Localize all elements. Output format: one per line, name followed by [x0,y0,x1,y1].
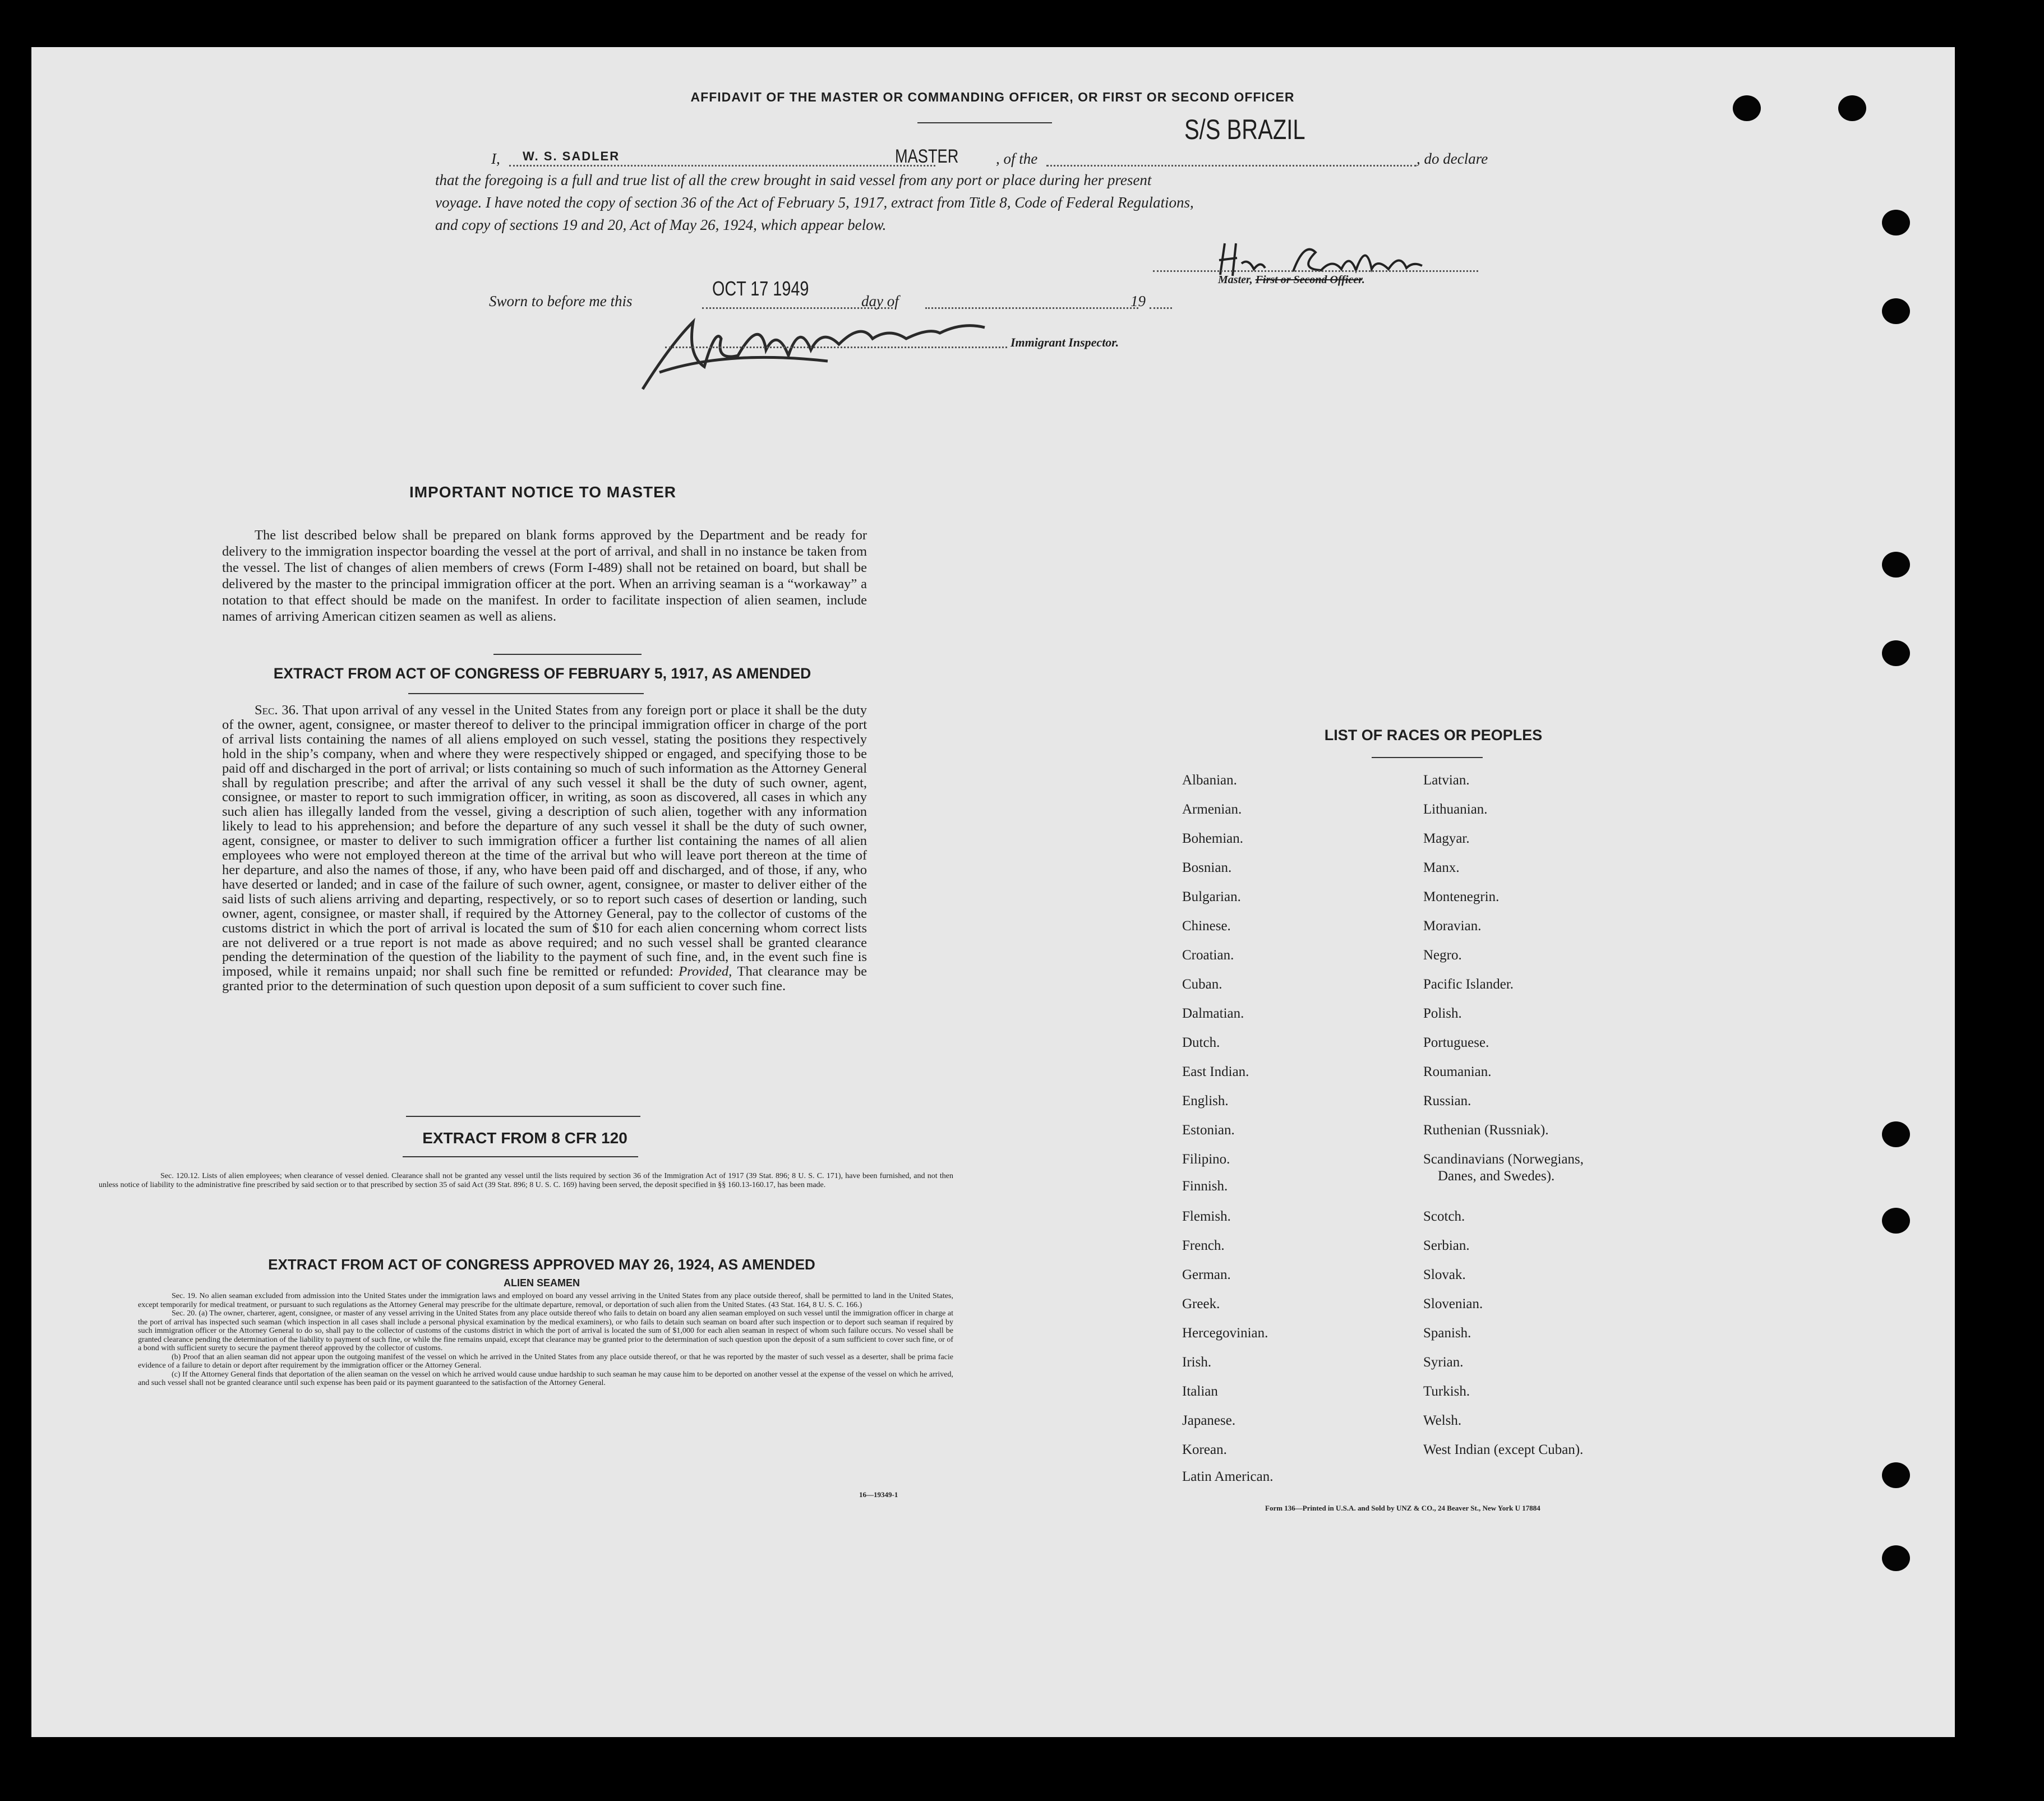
race-item: Korean. [1182,1442,1227,1457]
declaration-line-2: that the foregoing is a full and true list of all the crew brought in said vessel from any port or place during her present [435,172,1152,188]
sworn-year-line [1150,307,1172,309]
race-item: Dutch. [1182,1035,1220,1050]
master-caption-struck: First or Second Officer [1255,274,1362,286]
sec-36-text-a: That upon arrival of any vessel in the United States from any foreign port or place it shall be the duty of the owner, agent, consignee, or master thereof to deliver to the principal immigration officer in charge of the port of arrival lists containing the names of all aliens employed on such vessel, stating the positions they respectively hold in the ship’s company, when and where they were respectively shipped or engaged, and specifying those to be paid off and discharged in the port of arrival; or lists containing so much of such information as the Attorney General shall by regulation prescribe; and after the arrival of any such vessel it shall be the duty of such owner, agent, consignee, or master to report to such immigration officer, in writing, as soon as discovered, all cases in which any such alien has illegally landed from the vessel, giving a description of such alien, together with any information likely to lead to his apprehension; and before the departure of any such vessel it shall be the duty of such owner, agent, consignee, or master to deliver to such immigration officer a further list containing the names of all alien employees who were not employed thereon at the time of the arrival but who will leave port thereon at the time of her departure, and also the names of those, if any, who have been paid off and discharged, and of those, if any, who have deserted or landed; and in case of the failure of such owner, agent, consignee, or master to deliver either of the said lists of such aliens arriving and departing, respectively, or so to report such cases of desertion or landing, such owner, agent, consignee, or master shall, if required by the Attorney General, pay to the collector of customs of the customs district in which the port of arrival is located the sum of $10 for each alien concerning whom correct lists are not delivered or a true report is not made as above required; and no such vessel shall be granted clearance pending the determination of the question of the liability to the payment of such fine, and, in the event such fine is imposed, while it remains unpaid; nor shall such fine be remitted or refunded: [222,703,867,980]
race-item: Negro. [1423,948,1462,963]
binder-hole [1733,95,1761,121]
vessel-fill-line [1046,165,1417,167]
binder-hole [1838,95,1866,121]
notice-underline [493,654,642,655]
race-item: Moravian. [1423,918,1482,934]
races-underline [1372,757,1483,758]
race-item: Slovenian. [1423,1296,1483,1312]
race-item: Italian [1182,1384,1218,1399]
race-item: Hercegovinian. [1182,1326,1268,1341]
race-item: Serbian. [1423,1238,1470,1253]
race-item: Armenian. [1182,802,1242,817]
race-item: Turkish. [1423,1384,1470,1399]
notice-body: The list described below shall be prepared on blank forms approved by the Department and be ready for delivery to the immigration inspector boarding the vessel at the port of arrival, and shall in no instance be taken from the vessel. The list of changes of alien members of crews (Form I-489) shall not be retained on board, but shall be delivered by the master to the principal immigration officer at the port. When an arriving seaman is a “workaway” a notation to that effect should be made on the manifest. In order to facilitate inspection of alien seamen, include names of arriving American citizen seamen as well as aliens. [222,528,867,624]
sec-36-text-b: That clearance may be granted prior to the determination of such question upon deposit of a sum sufficient to cover such fine. [222,964,868,994]
race-item: Bosnian. [1182,860,1232,875]
sworn-date-stamp: OCT 17 1949 [712,277,809,300]
race-item: Welsh. [1423,1413,1462,1428]
race-item: Lithuanian. [1423,802,1488,817]
race-item: East Indian. [1182,1064,1249,1079]
inspector-caption: Immigrant Inspector. [1011,335,1119,349]
race-item: Japanese. [1182,1413,1236,1428]
document-page [31,47,1955,1737]
binder-hole [1882,298,1910,324]
race-item: Slovak. [1423,1267,1466,1282]
sworn-prefix: Sworn to before me this [489,293,633,310]
race-item: French. [1182,1238,1225,1253]
name-fill-line [509,165,935,167]
race-item: Bulgarian. [1182,889,1241,904]
races-right-column [1423,773,1584,1471]
declaration-line-4: and copy of sections 19 and 20, Act of May 26, 1924, which appear below. [435,216,887,233]
race-item: Spanish. [1423,1326,1471,1341]
extract-1924-title: EXTRACT FROM ACT OF CONGRESS APPROVED MAY 26, 1924, AS AMENDED [268,1256,815,1273]
race-item: Croatian. [1182,948,1234,963]
do-declare-label: , do declare [1417,150,1488,167]
race-item: Cuban. [1182,977,1222,992]
sec-36-label: Sec. 36. [255,703,299,718]
sec-36-provided: Provided, [679,964,732,980]
master-signature-line [1153,270,1478,272]
master-name: W. S. SADLER [523,149,620,163]
race-item: Filipino. [1182,1152,1230,1167]
race-item: Magyar. [1423,831,1470,846]
race-item: Roumanian. [1423,1064,1492,1079]
race-item: Latin American. [1182,1469,1274,1484]
race-item: Chinese. [1182,918,1231,934]
binder-hole [1882,1545,1910,1571]
form-code: 16—19349-1 [859,1490,898,1499]
binder-hole [1882,640,1910,666]
race-item: Russian. [1423,1093,1471,1109]
race-item: Flemish. [1182,1209,1231,1224]
binder-hole [1882,1462,1910,1488]
race-item: Finnish. [1182,1179,1228,1194]
race-item [1423,1152,1584,1209]
master-caption [1218,274,1365,287]
binder-hole [1882,210,1910,235]
extract-1917-end-rule [406,1116,640,1117]
extract-1924-body [138,1292,953,1388]
race-item: Ruthenian (Russniak). [1423,1123,1549,1138]
cfr-title: EXTRACT FROM 8 CFR 120 [422,1129,627,1147]
sec-20c-text: (c) If the Attorney General finds that deportation of the alien seaman on the vessel on which he arrived would cause undue hardship to such seaman he may cause him to be deported on another vessel at the expense of the vessel on which he arrived, and such vessel shall not be granted clearance until such expense has been paid or its payment guaranteed to the satisfaction of the Attorney General. [138,1370,953,1387]
cfr-body: Sec. 120.12. Lists of alien employees; when clearance of vessel denied. Clearance shall not be granted any vessel until the lists required by section 36 of the Immigration Act of 1917 (39 Stat. 896; 8 U. S. C. 171), have been furnished, and not then unless notice of liability to the administrative fine prescribed by said section or to that prescribed by section 35 of said Act (39 Stat. 896; 8 U. S. C. 169) having been served, the deposit specified in §§ 160.13-160.17, has been made. [99,1172,953,1189]
race-item: Bohemian. [1182,831,1244,846]
extract-1917-underline [408,693,644,694]
races-title: LIST OF RACES OR PEOPLES [1324,727,1543,744]
of-the-label: , of the [996,150,1038,167]
sec-20b-text: (b) Proof that an alien seaman did not appear upon the outgoing manifest of the vessel on which he arrived in the United States from any place outside thereof, or that he was reported by the master of such vessel as a deserter, shall be prima facie evidence of a failure to detain or deport after requirement by the immigration officer or the Attorney General. [138,1352,953,1370]
race-item: Pacific Islander. [1423,977,1514,992]
master-caption-plain: Master, [1218,274,1253,286]
cfr-underline [403,1156,638,1157]
extract-1917-title: EXTRACT FROM ACT OF CONGRESS OF FEBRUARY 5, 1917, AS AMENDED [273,665,811,682]
race-item: Polish. [1423,1006,1462,1021]
race-item-line: Scandinavians (Norwegians, [1423,1152,1584,1167]
binder-hole [1882,1121,1910,1147]
race-item-line: Danes, and Swedes). [1438,1169,1555,1184]
race-item: Syrian. [1423,1355,1464,1370]
vessel-name: S/S BRAZIL [1184,114,1305,145]
race-item: Latvian. [1423,773,1470,788]
race-item: Montenegrin. [1423,889,1499,904]
races-left-column [1182,773,1273,1498]
master-caption-end: . [1362,274,1365,286]
year-prefix: 19 [1131,293,1146,310]
declare-prefix: I, [491,150,500,167]
sec-20a-text: Sec. 20. (a) The owner, charterer, agent, consignee, or master of any vessel arriving in the United States from any place outside thereof who fails to detain on board any alien seaman employed on such vessel until the immigration officer in charge at the port of arrival has inspected such seaman (which inspection in all cases shall include a personal physical examination by the medical examiners), or who fails to detain such seaman on board after such inspection or to deport such seaman if required by such immigration officer or the Attorney General to do so, shall pay to the collector of customs of the customs district in which the port of arrival is located the sum of $1,000 for each alien seaman in respect of whom such failure occurs. No vessel shall be granted clearance pending the determination of the liability to payment of such fine, or while the fine remains unpaid, except that clearance may be granted prior to the determination of such question upon the deposit of a sum sufficient to cover such fine, or of a bond with sufficient surety to secure the payment thereof approved by the collector of customs. [138,1309,953,1352]
affidavit-title: AFFIDAVIT OF THE MASTER OR COMMANDING OFFICER, OR FIRST OR SECOND OFFICER [690,90,1295,104]
inspector-signature-line [665,347,1007,348]
rank-stamp: MASTER [895,146,959,167]
race-item: Manx. [1423,860,1460,875]
binder-hole [1882,1208,1910,1234]
race-item: Scotch. [1423,1209,1465,1224]
declaration-line-3: voyage. I have noted the copy of section 36 of the Act of February 5, 1917, extract from Title 8, Code of Federal Regulations, [435,194,1194,211]
extract-1917-body [222,703,867,994]
extract-1924-subtitle: ALIEN SEAMEN [503,1277,580,1289]
printer-footer: Form 136—Printed in U.S.A. and Sold by UNZ & CO., 24 Beaver St., New York U 17884 [1265,1504,1540,1512]
inspector-signature [626,305,1007,400]
race-item: Greek. [1182,1296,1220,1312]
day-of-label: day of [861,293,899,310]
sec-19-text: Sec. 19. No alien seaman excluded from admission into the United States under the immigration laws and employed on board any vessel arriving in the United States from any place outside thereof, shall be permitted to land in the United States, except temporarily for medical treatment, or pursuant to such regulations as the Attorney General may prescribe for the ultimate departure, removal, or deportation of such alien from the United States. (43 Stat. 164, 8 U. S. C. 166.) [138,1292,953,1309]
title-underline [917,122,1052,123]
race-item: English. [1182,1093,1229,1109]
race-item: Portuguese. [1423,1035,1489,1050]
binder-hole [1882,552,1910,578]
race-item: West Indian (except Cuban). [1423,1442,1584,1457]
race-item: Dalmatian. [1182,1006,1244,1021]
race-item: Irish. [1182,1355,1212,1370]
race-item: Albanian. [1182,773,1237,788]
notice-title: IMPORTANT NOTICE TO MASTER [409,483,677,501]
race-item: German. [1182,1267,1231,1282]
race-item: Estonian. [1182,1123,1235,1138]
